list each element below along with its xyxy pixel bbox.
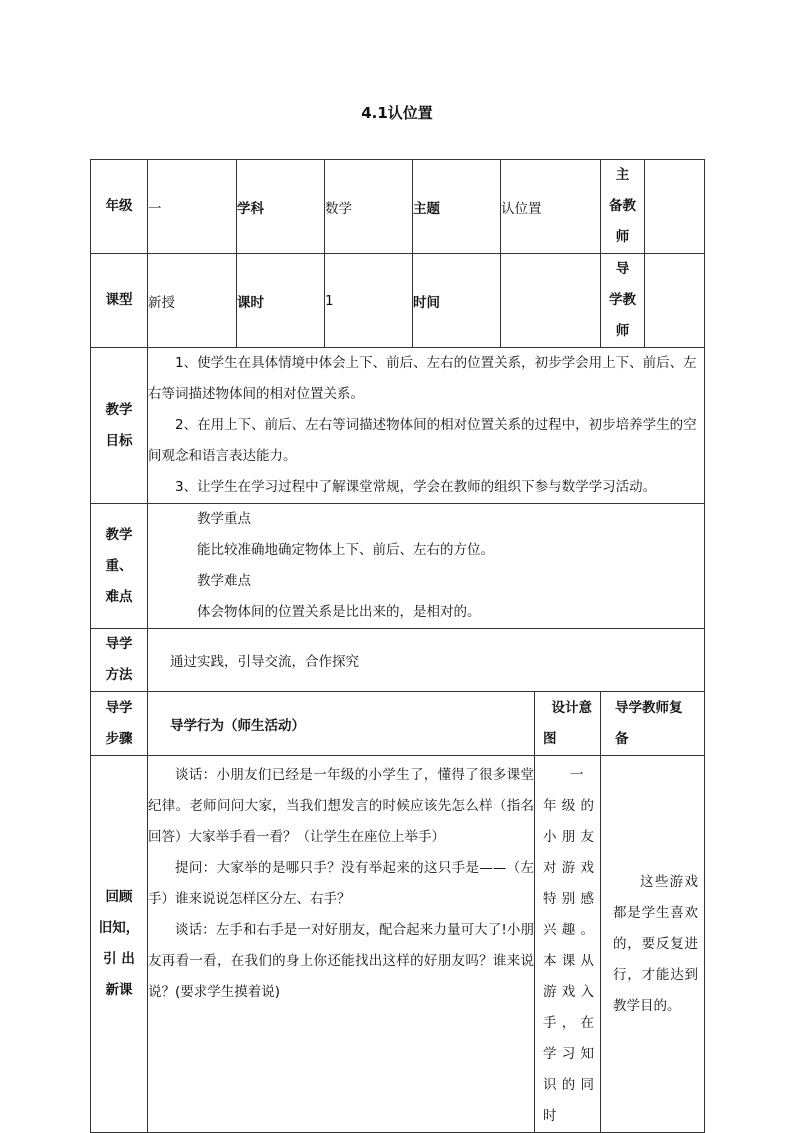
method-value: 通过实践，引导交流，合作探究	[148, 629, 705, 692]
method-label	[91, 629, 148, 692]
key-points-label-line: 教学	[105, 526, 133, 543]
guide-teacher-label	[601, 254, 645, 348]
type-value: 新授	[148, 254, 237, 348]
lead-teacher-value	[645, 160, 705, 254]
guide-teacher-label-line: 师	[615, 323, 630, 339]
key-points-line: 体会物体间的位置关系是比出来的，是相对的。	[197, 604, 481, 620]
review-intent: 一年级的小朋友对游戏特别感兴趣。本课从游戏入手，在学习知识的同时	[535, 756, 601, 1133]
key-points-label	[91, 504, 148, 629]
review-prep: 这些游戏都是学生喜欢的，要反复进行，才能达到教学目的。	[601, 756, 705, 1133]
intent-header-line: 图	[543, 730, 557, 747]
topic-value: 认位置	[501, 160, 601, 254]
time-label: 时间	[413, 254, 501, 348]
method-label-line: 导学	[105, 636, 133, 652]
review-label	[91, 756, 148, 1133]
key-points-line: 能比较准确地确定物体上下、前后、左右的方位。	[197, 542, 494, 558]
goals-label	[91, 348, 148, 504]
lesson-plan-table	[90, 159, 705, 1133]
review-label-line: 引 出	[103, 951, 135, 967]
key-points-label-line: 难点	[105, 588, 133, 605]
review-activity-para: 提问：大家举的是哪只手？没有举起来的这只手是——（左手）谁来说说怎样区分左、右手？	[148, 860, 534, 907]
info-row-1	[91, 160, 705, 254]
intent-header-line: 设计意	[551, 699, 592, 716]
goal-item: 1、使学生在具体情境中体会上下、前后、左右的位置关系，初步学会用上下、前后、左右等词描述物体间的相对位置关系。	[148, 355, 697, 402]
steps-header-row	[91, 692, 705, 756]
info-row-2	[91, 254, 705, 348]
guide-teacher-label-line: 学教	[609, 292, 636, 308]
goals-label-line: 目标	[105, 432, 133, 449]
guide-teacher-value	[645, 254, 705, 348]
goals-label-line: 教学	[105, 401, 133, 418]
period-label: 课时	[237, 254, 325, 348]
intent-header	[535, 692, 601, 756]
review-label-line: 新课	[105, 982, 133, 998]
key-points-row	[91, 504, 705, 629]
steps-label-line: 步骤	[105, 730, 133, 747]
subject-value: 数学	[325, 160, 413, 254]
method-label-line: 方法	[105, 667, 133, 683]
page-title: 4.1认位置	[361, 104, 433, 122]
steps-label-line: 导学	[105, 699, 133, 716]
prep-header-line: 导学教师复	[615, 699, 683, 716]
type-label: 课型	[91, 254, 148, 348]
lead-teacher-label-line: 主	[615, 167, 630, 183]
key-points-content	[148, 504, 705, 629]
activity-header: 导学行为（师生活动）	[148, 692, 535, 756]
review-activity-para: 谈话：左手和右手是一对好朋友，配合起来力量可大了!小朋友再看一看，在我们的身上你还能找出这样的好朋友吗？谁来说说？(要求学生摸着说)	[148, 922, 534, 1000]
grade-label: 年级	[91, 160, 148, 254]
prep-header	[601, 692, 705, 756]
prep-header-line: 备	[615, 730, 629, 747]
lead-teacher-label-line: 师	[615, 229, 630, 245]
review-activity	[148, 756, 535, 1133]
lead-teacher-label	[601, 160, 645, 254]
method-row	[91, 629, 705, 692]
time-value	[501, 254, 601, 348]
review-row	[91, 756, 705, 1133]
goals-row	[91, 348, 705, 504]
key-points-label-line: 重、	[105, 557, 133, 574]
topic-label: 主题	[413, 160, 501, 254]
guide-teacher-label-line: 导	[615, 261, 630, 277]
period-value: 1	[325, 254, 413, 348]
key-points-line: 教学难点	[197, 573, 251, 589]
lead-teacher-label-line: 备教	[609, 198, 636, 214]
subject-label: 学科	[237, 160, 325, 254]
key-points-line: 教学重点	[197, 511, 251, 527]
steps-label	[91, 692, 148, 756]
grade-value: 一	[148, 160, 237, 254]
review-activity-para: 谈话：小朋友们已经是一年级的小学生了，懂得了很多课堂纪律。老师问问大家，当我们想发言的时候应该先怎么样（指名回答）大家举手看一看？（让学生在座位上举手）	[148, 767, 534, 845]
review-label-line: 旧知，	[98, 920, 140, 936]
review-label-line: 回顾	[105, 889, 133, 905]
goal-item: 3、让学生在学习过程中了解课堂常规，学会在教师的组织下参与数学学习活动。	[175, 479, 657, 495]
goals-content	[148, 348, 705, 504]
goal-item: 2、在用上下、前后、左右等词描述物体间的相对位置关系的过程中，初步培养学生的空间观念和语言表达能力。	[148, 417, 697, 464]
